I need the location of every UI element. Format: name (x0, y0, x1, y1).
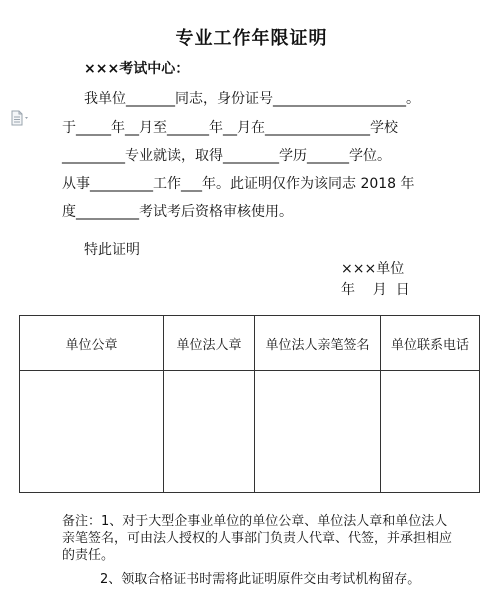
note-2: 2、领取合格证书时需将此证明原件交由考试机构留存。 (100, 572, 421, 587)
body-line-2: 于_____年__月至______年__月在_______________学校 (62, 120, 398, 136)
signature-date: 年 月 日 (341, 282, 410, 298)
header-legal-rep-seal: 单位法人章 (164, 316, 255, 371)
table-header-row (20, 316, 480, 371)
signature-unit: ×××单位 (341, 261, 405, 277)
cell-legal-rep-seal[interactable] (164, 371, 255, 493)
body-line-5: 度_________考试考后资格审核使用。 (62, 204, 293, 220)
cell-contact-phone[interactable] (381, 371, 480, 493)
body-line-4: 从事_________工作___年。此证明仅作为该同志 2018 年 (62, 176, 415, 192)
cell-legal-rep-signature[interactable] (255, 371, 381, 493)
body-line-3: _________专业就读，取得________学历______学位。 (62, 148, 391, 164)
closing-text: 特此证明 (84, 242, 140, 258)
document-title: 专业工作年限证明 (175, 28, 328, 49)
table-blank-row (20, 371, 480, 493)
header-contact-phone: 单位联系电话 (381, 316, 480, 371)
body-line-1: 我单位_______同志，身份证号___________________。 (84, 91, 420, 107)
document-icon[interactable] (10, 110, 32, 126)
signature-table (19, 315, 480, 493)
cell-unit-seal[interactable] (20, 371, 164, 493)
header-unit-seal: 单位公章 (20, 316, 164, 371)
note-1: 备注：1、对于大型企事业单位的单位公章、单位法人章和单位法人亲笔签名，可由法人授权的人事部门负责人代章、代签，并承担相应的责任。 (62, 514, 453, 563)
header-legal-rep-signature: 单位法人亲笔签名 (255, 316, 381, 371)
recipient-line: ×××考试中心： (84, 61, 190, 77)
